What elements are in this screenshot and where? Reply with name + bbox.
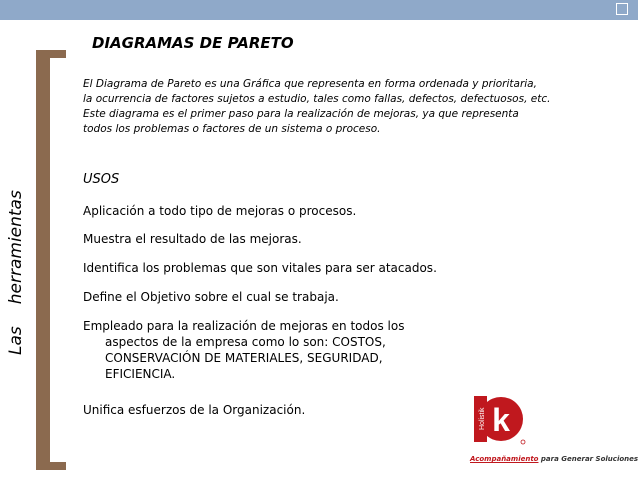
use-item-text: EFICIENCIA. bbox=[105, 367, 176, 381]
use-item-text: aspectos de la empresa como lo son: COSTOS, bbox=[105, 335, 386, 349]
use-item bbox=[83, 231, 302, 247]
intro-line: El Diagrama de Pareto es una Gráfica que representa en forma ordenada y prioritaria, bbox=[83, 78, 537, 90]
holistik-logo bbox=[470, 390, 528, 448]
use-item-text: Identifica los problemas que son vitales para ser atacados. bbox=[83, 261, 437, 275]
top-bar bbox=[0, 0, 638, 20]
use-item bbox=[83, 289, 339, 305]
use-item-text: CONSERVACIÓN DE MATERIALES, SEGURIDAD, bbox=[105, 351, 383, 365]
intro-line: Este diagrama es el primer paso para la realización de mejoras, ya que representa bbox=[83, 108, 519, 120]
intro-line: todos los problemas o factores de un sistema o proceso. bbox=[83, 123, 381, 135]
use-item-text: Aplicación a todo tipo de mejoras o procesos. bbox=[83, 204, 357, 218]
use-item bbox=[83, 260, 437, 276]
use-item bbox=[83, 402, 305, 418]
logo-caption bbox=[470, 455, 638, 463]
side-label-word2: herramientas bbox=[6, 190, 26, 305]
usos-heading: USOS bbox=[83, 172, 120, 187]
use-item-text: Muestra el resultado de las mejoras. bbox=[83, 232, 302, 246]
use-item-text: Define el Objetivo sobre el cual se trabaja. bbox=[83, 290, 339, 304]
logo-vertical-text: Holistik bbox=[479, 407, 486, 430]
side-label bbox=[6, 190, 26, 355]
use-item bbox=[83, 203, 356, 219]
intro-line: la ocurrencia de factores sujetos a estudio, tales como fallas, defectos, defectuosos, etc. bbox=[83, 93, 551, 105]
logo-mark: k bbox=[492, 402, 510, 438]
use-item bbox=[83, 318, 404, 382]
logo-caption-rest: para Generar Soluciones bbox=[538, 455, 638, 463]
logo-caption-brand: Acompañamiento bbox=[470, 455, 539, 463]
use-item-text: Empleado para la realización de mejoras en todos los bbox=[83, 319, 405, 333]
side-bracket bbox=[36, 50, 50, 470]
side-label-word1: Las bbox=[6, 326, 26, 355]
registered-mark bbox=[521, 440, 525, 444]
page-title: DIAGRAMAS DE PARETO bbox=[92, 34, 294, 52]
corner-box bbox=[616, 3, 628, 15]
use-item-text: Unifica esfuerzos de la Organización. bbox=[83, 403, 306, 417]
intro-paragraph bbox=[83, 77, 628, 137]
